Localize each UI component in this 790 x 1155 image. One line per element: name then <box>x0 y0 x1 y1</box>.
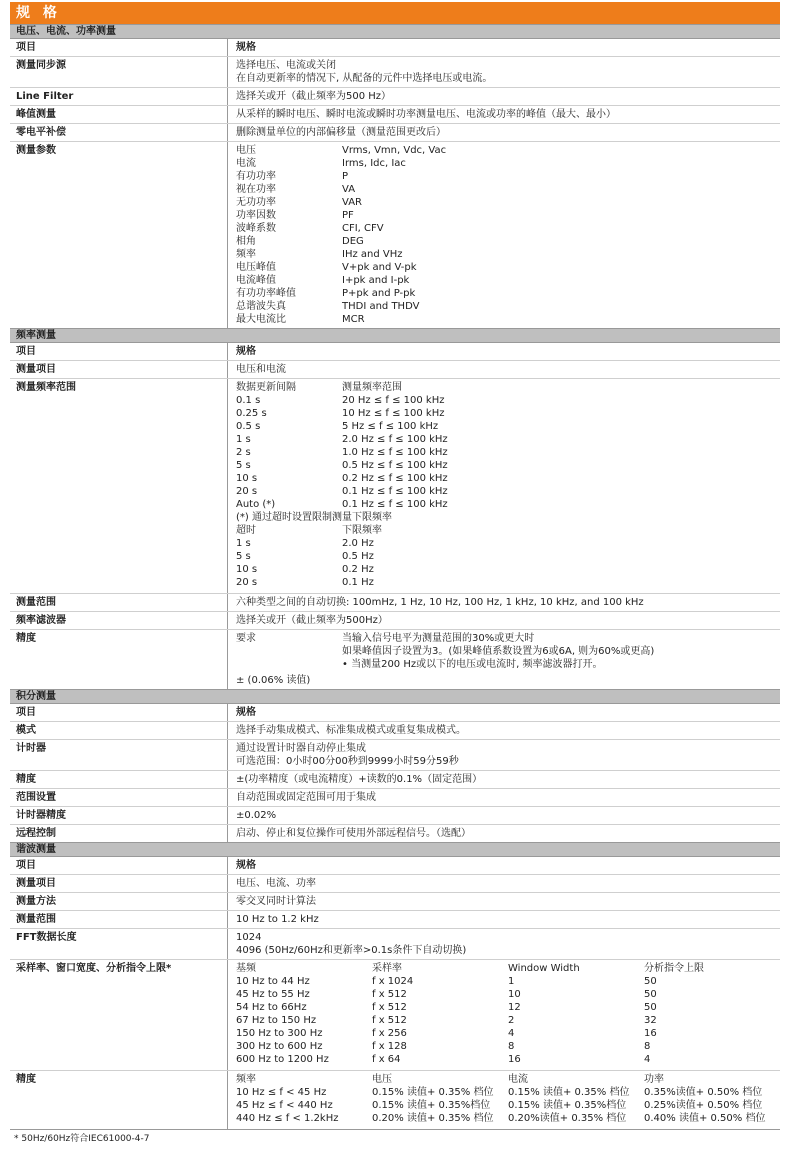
row-value <box>227 57 780 87</box>
row-value <box>227 740 780 770</box>
harm-accuracy-cell: 0.20%读值+ 0.35% 档位 <box>508 1113 627 1124</box>
accuracy-block <box>236 632 780 671</box>
timeout-grid <box>236 524 780 589</box>
table-row <box>10 87 780 105</box>
param-cell: 频率 <box>236 249 256 260</box>
value-line: 可选范围：0小时00分00秒到9999小时59分59秒 <box>236 756 459 767</box>
row-value <box>227 379 780 593</box>
table-header <box>10 856 780 874</box>
table-row <box>10 910 780 928</box>
sample-cell: 8 <box>508 1041 515 1052</box>
value-line: 如果峰值因子设置为3。(如果峰值系数设置为6或6A, 则为60%或更高) <box>342 646 655 657</box>
harm-accuracy-cell: 0.15% 读值+ 0.35% 档位 <box>508 1087 630 1098</box>
sample-cell: 67 Hz to 150 Hz <box>236 1015 317 1026</box>
harm-accuracy-cell: 0.15% 读值+ 0.35%档位 <box>508 1100 627 1111</box>
accuracy-value: ± (0.06% 读值) <box>236 675 311 686</box>
row-label: 测量范围 <box>16 914 56 925</box>
param-cell: MCR <box>342 314 365 325</box>
section-header-freq: 频率测量 <box>10 328 780 342</box>
row-value <box>227 1071 780 1129</box>
row-value: 从采样的瞬时电压、瞬时电流或瞬时功率测量电压、电流或功率的峰值（最大、最小） <box>227 106 780 123</box>
table-row <box>10 56 780 87</box>
row-label: 测量频率范围 <box>16 382 76 393</box>
sample-cell: 分析指令上限 <box>644 963 704 974</box>
param-cell: 电流 <box>236 158 256 169</box>
table-row <box>10 874 780 892</box>
sample-cell: 12 <box>508 1002 521 1013</box>
row-label: 测量范围 <box>16 597 56 608</box>
harm-accuracy-cell: 0.20% 读值+ 0.35% 档位 <box>372 1113 494 1124</box>
table-row <box>10 1070 780 1129</box>
range-cell: 5 s <box>236 460 251 471</box>
sample-cell: 50 <box>644 989 657 1000</box>
range-cell: 10 Hz ≤ f ≤ 100 kHz <box>342 408 445 419</box>
sample-cell: 10 <box>508 989 521 1000</box>
harm-accuracy-cell: 电压 <box>372 1074 392 1085</box>
range-cell: 20 s <box>236 486 258 497</box>
range-cell: 20 Hz ≤ f ≤ 100 kHz <box>342 395 445 406</box>
col-item-header: 项目 <box>16 860 36 871</box>
sample-cell: f x 128 <box>372 1041 407 1052</box>
timeout-cell: 2.0 Hz <box>342 538 374 549</box>
harm-accuracy-cell: 功率 <box>644 1074 664 1085</box>
timeout-cell: 0.2 Hz <box>342 564 374 575</box>
accuracy-conditions <box>342 632 780 671</box>
table-row <box>10 959 780 1070</box>
value-line: 选择电压、电流或关闭 <box>236 60 336 71</box>
harm-accuracy-cell: 0.15% 读值+ 0.35%档位 <box>372 1100 491 1111</box>
param-cell: 总谐波失真 <box>236 301 286 312</box>
param-cell: THDI and THDV <box>342 301 420 312</box>
row-value <box>227 960 780 1070</box>
params-grid <box>236 144 780 326</box>
page-title: 规 格 <box>10 2 780 24</box>
param-cell: 波峰系数 <box>236 223 276 234</box>
harm-accuracy-cell: 10 Hz ≤ f < 45 Hz <box>236 1087 327 1098</box>
row-value <box>227 630 780 689</box>
param-cell: P <box>342 171 349 182</box>
range-cell: 5 Hz ≤ f ≤ 100 kHz <box>342 421 439 432</box>
footnote: * 50Hz/60Hz符合IEC61000-4-7 <box>10 1129 780 1146</box>
table-row <box>10 360 780 378</box>
row-value: 电压、电流、功率 <box>227 875 780 892</box>
row-value: 自动范围或固定范围可用于集成 <box>227 789 780 806</box>
param-cell: 视在功率 <box>236 184 276 195</box>
row-label: 测量同步源 <box>16 60 66 71</box>
range-cell: Auto (*) <box>236 499 276 510</box>
row-value: 选择手动集成模式、标准集成模式或重复集成模式。 <box>227 722 780 739</box>
table-row <box>10 928 780 959</box>
range-cell: 0.1 s <box>236 395 261 406</box>
col-spec-header: 规格 <box>227 857 780 874</box>
row-label: 测量方法 <box>16 896 56 907</box>
timeout-cell: 5 s <box>236 551 251 562</box>
col-item-header: 项目 <box>16 707 36 718</box>
spec-page <box>0 2 790 1155</box>
range-cell: 2 s <box>236 447 251 458</box>
param-cell: V+pk and V-pk <box>342 262 417 273</box>
auto-note: (*) 通过超时设置限制测量下限频率 <box>236 512 392 523</box>
table-row <box>10 892 780 910</box>
row-label: 零电平补偿 <box>16 127 66 138</box>
timeout-cell: 10 s <box>236 564 258 575</box>
param-cell: Vrms, Vmn, Vdc, Vac <box>342 145 447 156</box>
param-cell: Irms, Idc, Iac <box>342 158 406 169</box>
row-label: 测量项目 <box>16 364 56 375</box>
row-value: 10 Hz to 1.2 kHz <box>227 911 780 928</box>
range-cell: 10 s <box>236 473 258 484</box>
harm-accuracy-cell: 0.40% 读值+ 0.50% 档位 <box>644 1113 766 1124</box>
table-row <box>10 739 780 770</box>
sample-cell: 50 <box>644 1002 657 1013</box>
row-label: 计时器精度 <box>16 810 66 821</box>
table-row <box>10 788 780 806</box>
range-cell: 2.0 Hz ≤ f ≤ 100 kHz <box>342 434 448 445</box>
sample-cell: 2 <box>508 1015 515 1026</box>
row-label: 精度 <box>16 1074 36 1085</box>
table-header <box>10 342 780 360</box>
row-value: 电压和电流 <box>227 361 780 378</box>
row-value: 选择关或开（截止频率为500 Hz） <box>227 88 780 105</box>
row-label: 测量参数 <box>16 145 56 156</box>
sample-cell: 4 <box>644 1054 651 1065</box>
row-value: 启动、停止和复位操作可使用外部远程信号。（选配） <box>227 825 780 842</box>
timeout-cell: 超时 <box>236 525 256 536</box>
range-cell: 1.0 Hz ≤ f ≤ 100 kHz <box>342 447 448 458</box>
table-row <box>10 105 780 123</box>
range-cell: 测量频率范围 <box>342 382 402 393</box>
row-value: ±(功率精度（或电流精度）+读数的0.1%（固定范围） <box>227 771 780 788</box>
sample-cell: f x 512 <box>372 989 407 1000</box>
table-row <box>10 629 780 689</box>
sample-cell: 50 <box>644 976 657 987</box>
range-cell: 0.2 Hz ≤ f ≤ 100 kHz <box>342 473 448 484</box>
param-cell: 功率因数 <box>236 210 276 221</box>
row-label: 峰值测量 <box>16 109 56 120</box>
col-spec-header: 规格 <box>227 39 780 56</box>
timeout-cell: 0.1 Hz <box>342 577 374 588</box>
range-cell: 0.1 Hz ≤ f ≤ 100 kHz <box>342 486 448 497</box>
sample-cell: 54 Hz to 66Hz <box>236 1002 307 1013</box>
sample-cell: 1 <box>508 976 515 987</box>
row-label: 测量项目 <box>16 878 56 889</box>
param-cell: VAR <box>342 197 362 208</box>
row-label: 计时器 <box>16 743 46 754</box>
param-cell: 相角 <box>236 236 256 247</box>
param-cell: 有功功率 <box>236 171 276 182</box>
harm-accuracy-cell: 0.25%读值+ 0.50% 档位 <box>644 1100 763 1111</box>
timeout-cell: 1 s <box>236 538 251 549</box>
table-header <box>10 38 780 56</box>
sample-cell: f x 64 <box>372 1054 401 1065</box>
param-cell: VA <box>342 184 356 195</box>
table-row <box>10 611 780 629</box>
param-cell: I+pk and I-pk <box>342 275 410 286</box>
value-line: 在自动更新率的情况下, 从配备的元件中选择电压或电流。 <box>236 73 493 84</box>
section-header-integ: 积分测量 <box>10 689 780 703</box>
col-spec-header: 规格 <box>227 343 780 360</box>
harm-accuracy-cell: 440 Hz ≤ f < 1.2kHz <box>236 1113 339 1124</box>
harm-accuracy-grid <box>236 1073 780 1125</box>
table-row <box>10 824 780 842</box>
range-cell: 0.25 s <box>236 408 267 419</box>
param-cell: PF <box>342 210 354 221</box>
row-value <box>227 142 780 328</box>
section-header-harm: 谐波测量 <box>10 842 780 856</box>
sample-cell: f x 512 <box>372 1002 407 1013</box>
table-row <box>10 806 780 824</box>
row-label: 精度 <box>16 633 36 644</box>
param-cell: 有功功率峰值 <box>236 288 296 299</box>
row-value <box>227 929 780 959</box>
range-cell: 1 s <box>236 434 251 445</box>
sample-cell: 16 <box>508 1054 521 1065</box>
sample-cell: 10 Hz to 44 Hz <box>236 976 310 987</box>
param-cell: 最大电流比 <box>236 314 286 325</box>
sample-cell: 8 <box>644 1041 651 1052</box>
row-value: 六种类型之间的自动切换: 100mHz, 1 Hz, 10 Hz, 100 Hz, 1 kHz, 10 kHz, and 100 kHz <box>227 594 780 611</box>
table-row <box>10 378 780 593</box>
param-cell: P+pk and P-pk <box>342 288 416 299</box>
sample-cell: 基频 <box>236 963 256 974</box>
col-item-header: 项目 <box>16 42 36 53</box>
table-row <box>10 141 780 328</box>
range-cell: 数据更新间隔 <box>236 382 296 393</box>
accuracy-req: 要求 <box>236 633 256 644</box>
harm-accuracy-cell: 电流 <box>508 1074 528 1085</box>
param-cell: CFI, CFV <box>342 223 384 234</box>
param-cell: DEG <box>342 236 364 247</box>
harm-accuracy-cell: 0.15% 读值+ 0.35% 档位 <box>372 1087 494 1098</box>
param-cell: 电压 <box>236 145 256 156</box>
param-cell: 电流峰值 <box>236 275 276 286</box>
table-row <box>10 593 780 611</box>
sample-cell: Window Width <box>508 963 580 974</box>
sample-cell: 采样率 <box>372 963 402 974</box>
sample-cell: 4 <box>508 1028 515 1039</box>
row-label: 采样率、窗口宽度、分析指令上限* <box>16 963 172 974</box>
table-row <box>10 721 780 739</box>
sample-cell: f x 1024 <box>372 976 414 987</box>
sample-cell: 150 Hz to 300 Hz <box>236 1028 323 1039</box>
harm-accuracy-cell: 0.35%读值+ 0.50% 档位 <box>644 1087 763 1098</box>
range-cell: 0.5 Hz ≤ f ≤ 100 kHz <box>342 460 448 471</box>
value-line: 当输入信号电平为测量范围的30%或更大时 <box>342 633 535 644</box>
table-row <box>10 770 780 788</box>
sample-cell: 16 <box>644 1028 657 1039</box>
row-label: 范围设置 <box>16 792 56 803</box>
row-label: 模式 <box>16 725 36 736</box>
row-value: 零交叉同时计算法 <box>227 893 780 910</box>
section-header-vip: 电压、电流、功率测量 <box>10 24 780 38</box>
row-label: FFT数据长度 <box>16 932 77 943</box>
range-cell: 0.1 Hz ≤ f ≤ 100 kHz <box>342 499 448 510</box>
range-grid <box>236 381 780 511</box>
table-row <box>10 123 780 141</box>
row-value: ±0.02% <box>227 807 780 824</box>
row-label: 频率滤波器 <box>16 615 66 626</box>
sample-cell: f x 256 <box>372 1028 407 1039</box>
sample-cell: 32 <box>644 1015 657 1026</box>
sample-cell: 600 Hz to 1200 Hz <box>236 1054 329 1065</box>
timeout-cell: 下限频率 <box>342 525 382 536</box>
sample-grid <box>236 962 780 1066</box>
sample-cell: f x 512 <box>372 1015 407 1026</box>
sample-cell: 300 Hz to 600 Hz <box>236 1041 323 1052</box>
harm-accuracy-cell: 45 Hz ≤ f < 440 Hz <box>236 1100 333 1111</box>
table-header <box>10 703 780 721</box>
col-spec-header: 规格 <box>227 704 780 721</box>
row-label: Line Filter <box>16 91 74 102</box>
col-item-header: 项目 <box>16 346 36 357</box>
sample-cell: 45 Hz to 55 Hz <box>236 989 310 1000</box>
row-label: 远程控制 <box>16 828 56 839</box>
timeout-cell: 20 s <box>236 577 258 588</box>
value-line: 通过设置计时器自动停止集成 <box>236 743 366 754</box>
value-line: 4096 (50Hz/60Hz和更新率>0.1s条件下自动切换) <box>236 945 467 956</box>
range-cell: 0.5 s <box>236 421 261 432</box>
param-cell: IHz and VHz <box>342 249 403 260</box>
value-line: • 当测量200 Hz或以下的电压或电流时, 频率滤波器打开。 <box>342 659 603 670</box>
param-cell: 电压峰值 <box>236 262 276 273</box>
param-cell: 无功功率 <box>236 197 276 208</box>
harm-accuracy-cell: 频率 <box>236 1074 256 1085</box>
timeout-cell: 0.5 Hz <box>342 551 374 562</box>
value-line: 1024 <box>236 932 262 943</box>
row-value: 选择关或开（截止频率为500Hz） <box>227 612 780 629</box>
row-value: 删除测量单位的内部偏移量（测量范围更改后） <box>227 124 780 141</box>
row-label: 精度 <box>16 774 36 785</box>
